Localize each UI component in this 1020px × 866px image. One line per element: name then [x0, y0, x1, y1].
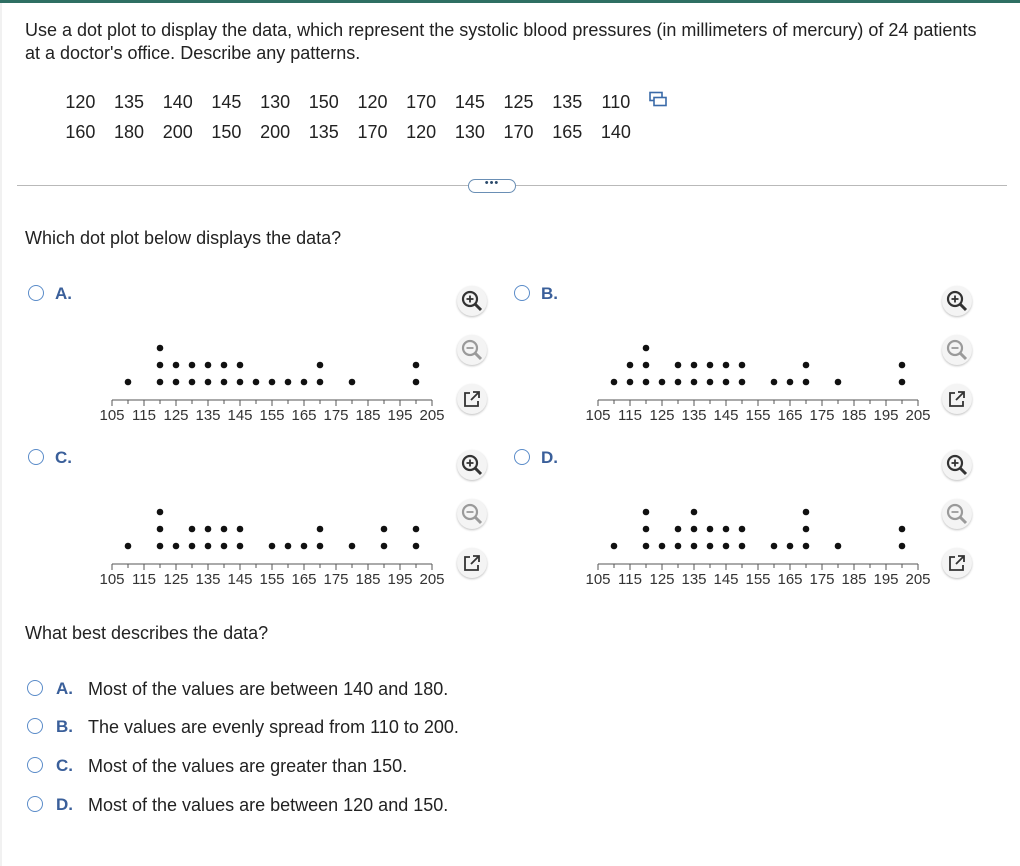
data-value: 150 [308, 91, 339, 112]
data-dot [125, 379, 132, 386]
data-dot [643, 379, 650, 386]
data-dot [899, 362, 906, 369]
tick-label: 165 [291, 571, 317, 588]
tick-label: 125 [163, 571, 189, 588]
tick-label: 165 [777, 571, 803, 588]
zoom-in-button-c[interactable] [457, 450, 487, 480]
data-dot [237, 362, 244, 369]
top-bar [0, 0, 1020, 3]
magnifier-plus-icon [942, 450, 972, 480]
option-c-letter: C. [55, 448, 72, 467]
data-dot [675, 379, 682, 386]
data-dot [317, 362, 324, 369]
option-a-letter: A. [55, 284, 72, 303]
data-value: 120 [406, 121, 437, 142]
tick-label: 105 [585, 571, 611, 588]
data-dot [349, 543, 356, 550]
data-value: 170 [503, 121, 534, 142]
data-dot [739, 526, 746, 533]
data-dot [221, 362, 228, 369]
answer-c-letter: C. [56, 756, 73, 775]
data-value: 170 [406, 91, 437, 112]
data-value: 135 [308, 121, 339, 142]
magnifier-plus-icon [457, 286, 487, 316]
tick-label: 115 [618, 571, 642, 588]
magnifier-minus-icon [942, 499, 972, 529]
tick-label: 155 [745, 407, 771, 424]
data-value: 170 [357, 121, 388, 142]
data-value: 120 [65, 91, 96, 112]
zoom-out-button-a[interactable] [457, 335, 487, 365]
data-row-1 [56, 87, 640, 117]
data-dot [643, 543, 650, 550]
tick-label: 205 [905, 571, 931, 588]
magnifier-plus-icon [457, 450, 487, 480]
tick-label: 125 [649, 571, 675, 588]
data-dot [205, 526, 212, 533]
tick-label: 105 [99, 571, 125, 588]
data-dot [899, 379, 906, 386]
answer-d-radio[interactable] [27, 796, 43, 812]
data-dot [205, 379, 212, 386]
zoom-in-button-a[interactable] [457, 286, 487, 316]
tick-label: 135 [681, 407, 707, 424]
data-dot [675, 543, 682, 550]
data-dot [771, 543, 778, 550]
part2-prompt: What best describes the data? [25, 623, 269, 643]
data-dot [675, 362, 682, 369]
left-edge [0, 3, 2, 866]
answer-c-text: Most of the values are greater than 150. [88, 756, 408, 776]
tick-label: 175 [323, 407, 349, 424]
data-dot [643, 526, 650, 533]
tick-label: 145 [713, 571, 739, 588]
tick-label: 155 [745, 571, 771, 588]
data-dot [787, 543, 794, 550]
data-dot [413, 543, 420, 550]
data-dot [253, 379, 260, 386]
tick-label: 135 [681, 571, 707, 588]
data-dot [723, 526, 730, 533]
data-dot [691, 543, 698, 550]
data-dot [643, 362, 650, 369]
data-dot [157, 543, 164, 550]
data-value: 200 [260, 121, 291, 142]
data-dot [349, 379, 356, 386]
tick-label: 175 [323, 571, 349, 588]
tick-label: 135 [195, 407, 221, 424]
data-dot [723, 362, 730, 369]
data-dot [611, 543, 618, 550]
tick-label: 125 [163, 407, 189, 424]
tick-label: 145 [713, 407, 739, 424]
data-value: 160 [65, 121, 96, 142]
data-dot [707, 526, 714, 533]
data-dot [285, 543, 292, 550]
data-dot [189, 379, 196, 386]
data-dot [627, 379, 634, 386]
data-dot [803, 526, 810, 533]
data-dot [269, 543, 276, 550]
data-dot [221, 526, 228, 533]
answer-d-letter: D. [56, 795, 73, 814]
data-value: 150 [211, 121, 242, 142]
data-dot [173, 362, 180, 369]
data-dot [707, 543, 714, 550]
data-dot [691, 509, 698, 516]
tick-label: 185 [355, 407, 381, 424]
data-dot [723, 543, 730, 550]
tick-label: 195 [387, 407, 413, 424]
data-dot [301, 379, 308, 386]
data-dot [157, 526, 164, 533]
data-value: 110 [601, 91, 631, 112]
data-dot [301, 543, 308, 550]
data-value: 130 [454, 121, 485, 142]
tick-label: 115 [132, 407, 156, 424]
data-dot [413, 362, 420, 369]
data-dot [643, 509, 650, 516]
copy-data-icon[interactable] [649, 91, 667, 107]
zoom-out-button-d[interactable] [942, 499, 972, 529]
tick-label: 105 [585, 407, 611, 424]
tick-label: 195 [873, 571, 899, 588]
option-b-radio[interactable] [514, 285, 530, 301]
data-dot [237, 526, 244, 533]
data-dot [189, 526, 196, 533]
data-value: 165 [552, 121, 583, 142]
data-value: 200 [162, 121, 193, 142]
data-value: 125 [503, 91, 534, 112]
data-dot [381, 526, 388, 533]
answer-a-text: Most of the values are between 140 and 180. [88, 679, 449, 699]
data-dot [157, 379, 164, 386]
data-dot [627, 362, 634, 369]
data-dot [691, 526, 698, 533]
dot-plot-b [584, 330, 936, 430]
data-dot [237, 379, 244, 386]
option-c-radio[interactable] [28, 449, 44, 465]
answer-a-letter: A. [56, 679, 73, 698]
data-value: 140 [600, 121, 631, 142]
data-dot [787, 379, 794, 386]
data-dot [611, 379, 618, 386]
tick-label: 205 [905, 407, 931, 424]
tick-label: 195 [873, 407, 899, 424]
answer-a-radio[interactable] [27, 680, 43, 696]
data-dot [189, 362, 196, 369]
option-d-letter: D. [541, 448, 558, 467]
tick-label: 205 [419, 407, 445, 424]
data-dot [899, 543, 906, 550]
more-button[interactable]: ••• [468, 179, 516, 193]
popout-button-a[interactable] [457, 384, 487, 414]
data-dot [221, 379, 228, 386]
data-value: 130 [260, 91, 291, 112]
option-a-radio[interactable] [28, 285, 44, 301]
tick-label: 185 [355, 571, 381, 588]
tick-label: 135 [195, 571, 221, 588]
tick-label: 175 [809, 571, 835, 588]
magnifier-minus-icon [457, 499, 487, 529]
data-dot [771, 379, 778, 386]
zoom-out-button-b[interactable] [942, 335, 972, 365]
zoom-in-button-b[interactable] [942, 286, 972, 316]
dot-plot-a [98, 330, 450, 430]
data-dot [723, 379, 730, 386]
data-value: 135 [114, 91, 145, 112]
dot-plot-c [98, 494, 450, 594]
tick-label: 155 [259, 407, 285, 424]
tick-label: 205 [419, 571, 445, 588]
data-dot [739, 362, 746, 369]
tick-label: 115 [618, 407, 642, 424]
data-row-2 [56, 117, 640, 147]
data-dot [707, 379, 714, 386]
tick-label: 185 [841, 571, 867, 588]
tick-label: 195 [387, 571, 413, 588]
data-dot [189, 543, 196, 550]
data-dot [413, 379, 420, 386]
data-dot [269, 379, 276, 386]
data-dot [675, 526, 682, 533]
tick-label: 145 [227, 407, 253, 424]
option-b-letter: B. [541, 284, 558, 303]
answer-d-text: Most of the values are between 120 and 150. [88, 795, 449, 815]
popout-button-c[interactable] [457, 548, 487, 578]
data-dot [803, 543, 810, 550]
external-link-icon [942, 548, 972, 578]
data-dot [173, 379, 180, 386]
data-dot [157, 345, 164, 352]
part1-prompt: Which dot plot below displays the data? [25, 228, 342, 248]
data-dot [691, 362, 698, 369]
data-dot [835, 379, 842, 386]
option-d-radio[interactable] [514, 449, 530, 465]
data-dot [205, 362, 212, 369]
magnifier-minus-icon [457, 335, 487, 365]
data-dot [221, 543, 228, 550]
answer-b-letter: B. [56, 717, 73, 736]
tick-label: 175 [809, 407, 835, 424]
dot-plot-d [584, 494, 936, 594]
data-value: 145 [454, 91, 485, 112]
external-link-icon [942, 384, 972, 414]
data-value: 120 [357, 91, 388, 112]
data-dot [285, 379, 292, 386]
data-dot [173, 543, 180, 550]
popout-button-d[interactable] [942, 548, 972, 578]
tick-label: 185 [841, 407, 867, 424]
answer-c-radio[interactable] [27, 757, 43, 773]
zoom-in-button-d[interactable] [942, 450, 972, 480]
data-dot [157, 509, 164, 516]
data-dot [707, 362, 714, 369]
data-dot [381, 543, 388, 550]
zoom-out-button-c[interactable] [457, 499, 487, 529]
tick-label: 165 [777, 407, 803, 424]
data-value: 145 [211, 91, 242, 112]
tick-label: 105 [99, 407, 125, 424]
data-dot [317, 526, 324, 533]
external-link-icon [457, 384, 487, 414]
data-dot [739, 379, 746, 386]
data-dot [317, 379, 324, 386]
data-value: 140 [162, 91, 193, 112]
data-dot [739, 543, 746, 550]
data-dot [317, 543, 324, 550]
data-dot [803, 509, 810, 516]
data-table [56, 87, 640, 147]
popout-button-b[interactable] [942, 384, 972, 414]
magnifier-minus-icon [942, 335, 972, 365]
data-dot [899, 526, 906, 533]
data-dot [835, 543, 842, 550]
data-dot [659, 379, 666, 386]
data-dot [413, 526, 420, 533]
answer-b-radio[interactable] [27, 718, 43, 734]
data-dot [157, 362, 164, 369]
tick-label: 145 [227, 571, 253, 588]
tick-label: 125 [649, 407, 675, 424]
data-dot [659, 543, 666, 550]
data-dot [237, 543, 244, 550]
data-dot [691, 379, 698, 386]
question-text: Use a dot plot to display the data, which represent the systolic blood pressures (in millimeters of mercury) of 24 patients at a doctor's office. Describe any patterns. [25, 20, 977, 63]
data-dot [125, 543, 132, 550]
tick-label: 165 [291, 407, 317, 424]
data-value: 135 [552, 91, 583, 112]
data-dot [803, 379, 810, 386]
tick-label: 155 [259, 571, 285, 588]
external-link-icon [457, 548, 487, 578]
answer-b-text: The values are evenly spread from 110 to 200. [88, 717, 459, 737]
data-dot [643, 345, 650, 352]
data-value: 180 [114, 121, 145, 142]
data-dot [803, 362, 810, 369]
magnifier-plus-icon [942, 286, 972, 316]
tick-label: 115 [132, 571, 156, 588]
data-dot [205, 543, 212, 550]
